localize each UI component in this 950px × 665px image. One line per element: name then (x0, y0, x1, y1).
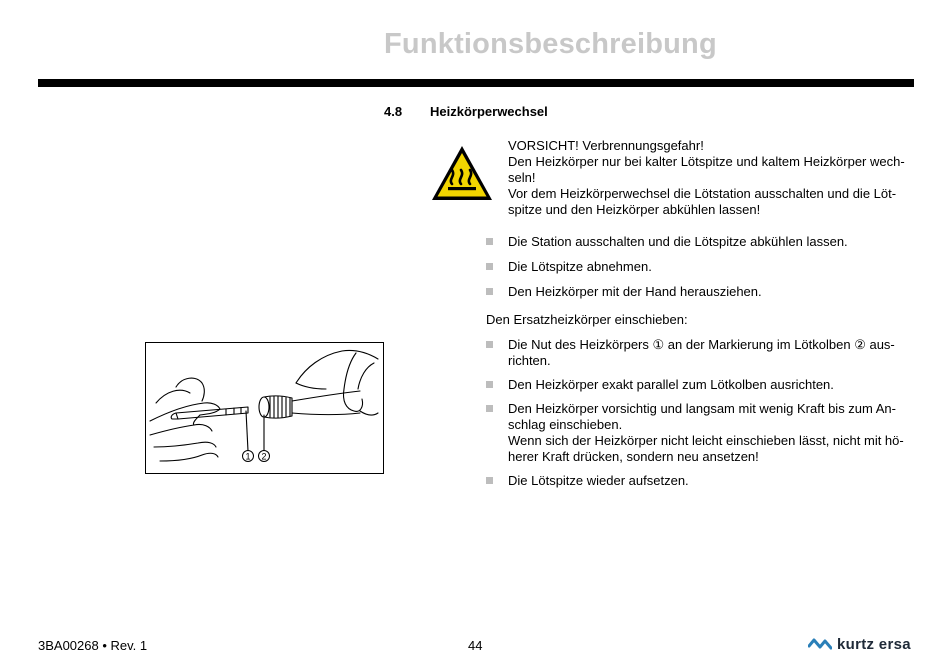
page-title: Funktionsbeschreibung (384, 28, 717, 60)
list-item: Den Heizkörper exakt parallel zum Lötkolben ausrichten. (486, 377, 914, 393)
list-item: Die Nut des Heizkörpers ① an der Markierung im Lötkolben ② aus- richten. (486, 337, 914, 369)
warning-text (508, 138, 913, 218)
document-id: 3BA00268 • Rev. 1 (38, 638, 148, 653)
bullet-square-icon (486, 477, 493, 484)
list-item: Die Station ausschalten und die Lötspitze abkühlen lassen. (486, 234, 914, 250)
bullet-square-icon (486, 238, 493, 245)
bullet-square-icon (486, 381, 493, 388)
list-item: Die Lötspitze abnehmen. (486, 259, 914, 275)
heater-replacement-illustration (146, 343, 383, 473)
warning-line: spitze und den Heizkörper abkühlen lassen! (508, 202, 761, 217)
bullet-square-icon (486, 405, 493, 412)
warning-line: Vor dem Heizkörperwechsel die Lötstation ausschalten und die Löt- (508, 186, 897, 201)
section-number: 4.8 (384, 104, 403, 119)
title-rule (38, 79, 914, 87)
heater-replacement-figure (145, 342, 384, 474)
hot-surface-warning-icon (430, 144, 494, 202)
steps-remove-list (486, 234, 914, 309)
list-item: Die Lötspitze wieder aufsetzen. (486, 473, 914, 489)
list-item: Den Heizkörper vorsichtig und langsam mit wenig Kraft bis zum An- schlag einschieben. Wenn sich der Heizkörper nicht leicht einschieben lässt, nicht mit hö- herer Kraft drücken, sondern neu ansetzen! (486, 401, 914, 465)
brand-name: kurtz ersa (837, 635, 911, 653)
callout-markers (243, 451, 270, 462)
bullet-square-icon (486, 341, 493, 348)
callout-2: 2 (261, 451, 267, 462)
warning-line: seln! (508, 170, 536, 185)
brand-logo (808, 633, 911, 655)
warning-line: Den Heizkörper nur bei kalter Lötspitze und kaltem Heizkörper wech- (508, 154, 905, 169)
section-title: Heizkörperwechsel (430, 104, 548, 119)
intro-text: Den Ersatzheizkörper einschieben: (486, 312, 688, 327)
callout-1: 1 (245, 451, 251, 462)
bullet-square-icon (486, 263, 493, 270)
kurtz-ersa-logo-icon (808, 636, 832, 652)
list-item: Den Heizkörper mit der Hand herausziehen. (486, 284, 914, 300)
bullet-square-icon (486, 288, 493, 295)
page-number: 44 (468, 638, 483, 653)
warning-heading: VORSICHT! Verbrennungsgefahr! (508, 138, 704, 153)
steps-insert-list (486, 337, 914, 497)
